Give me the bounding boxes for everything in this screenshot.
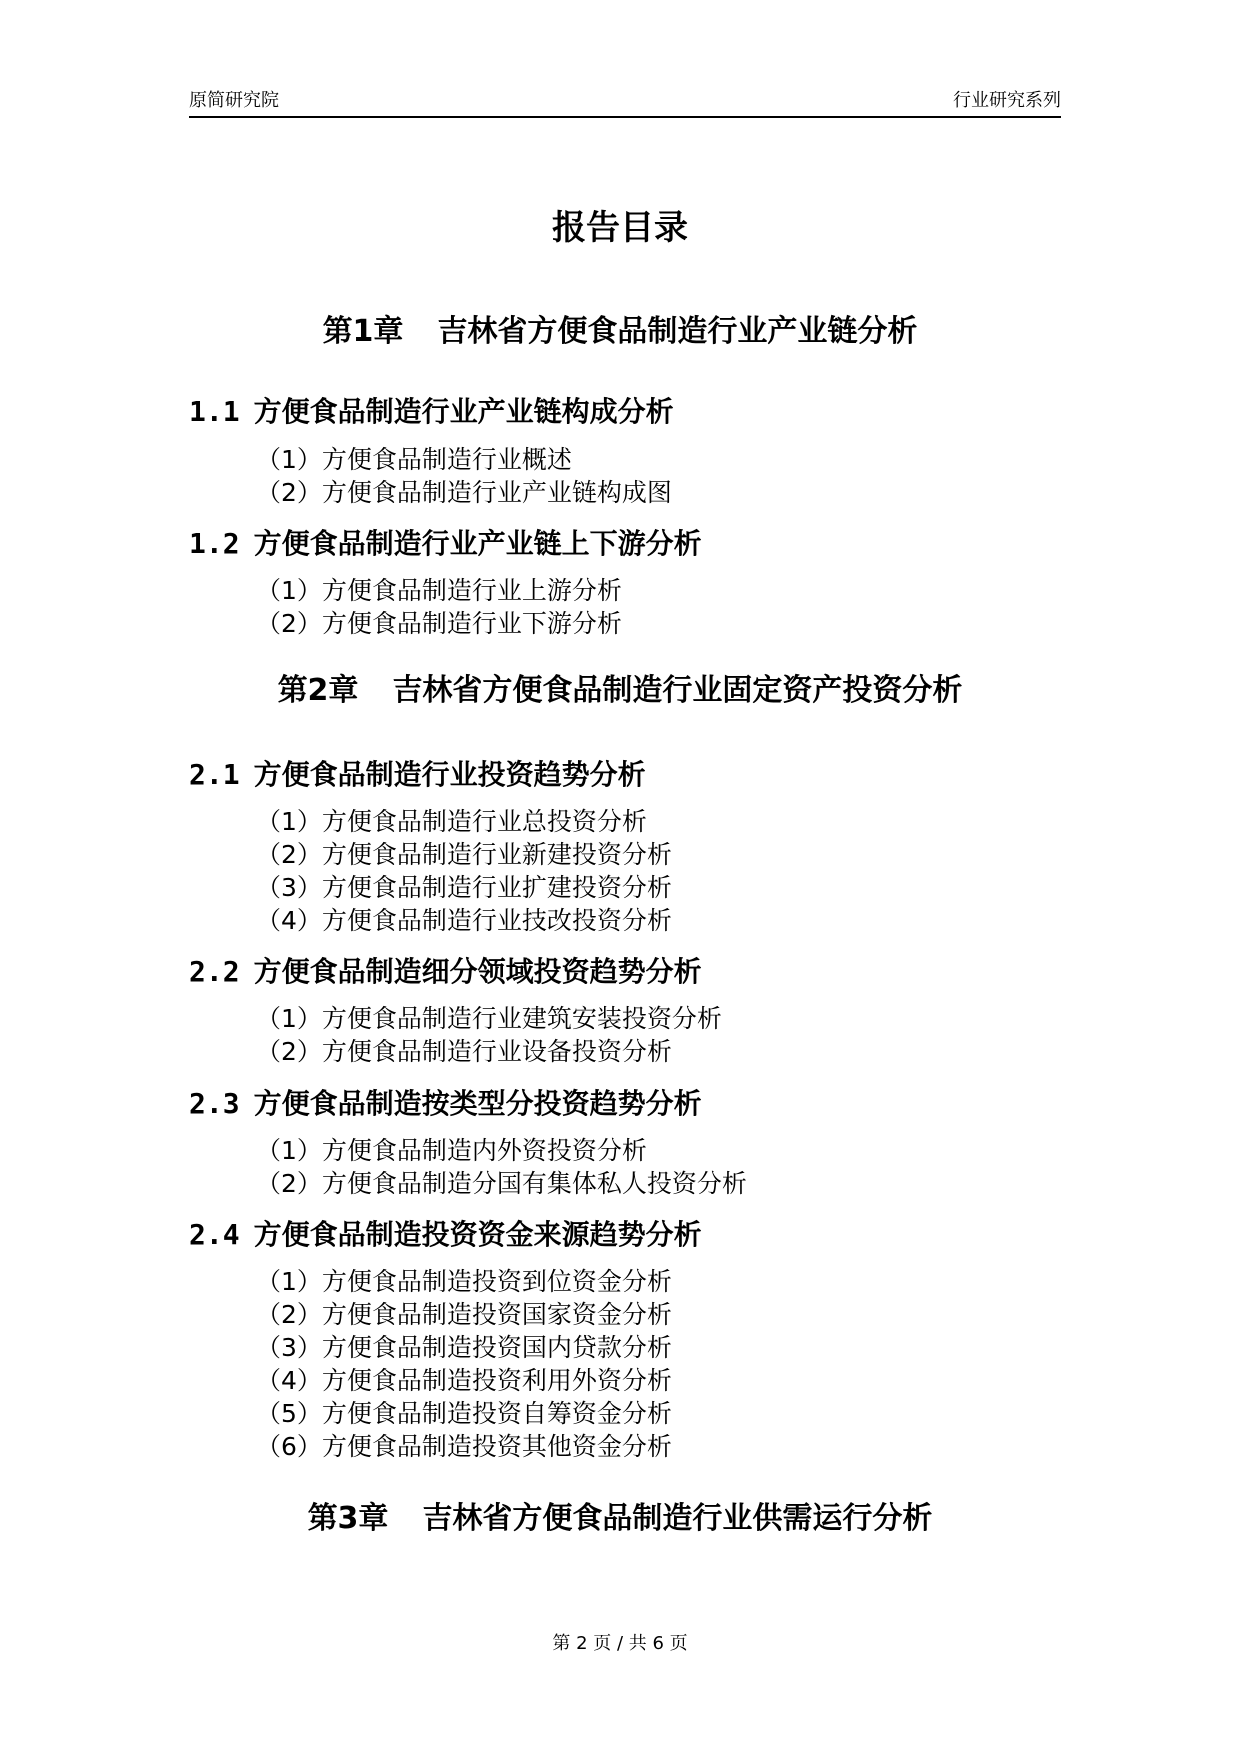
section-heading <box>189 953 702 991</box>
section-title: 方便食品制造按类型分投资趋势分析 <box>253 1087 702 1120</box>
toc-item: （2）方便食品制造行业新建投资分析 <box>256 840 672 869</box>
chapter-number: 第3章 <box>307 1501 389 1536</box>
toc-item: （1）方便食品制造行业建筑安装投资分析 <box>256 1004 722 1033</box>
chapter-number: 第2章 <box>277 673 359 708</box>
section-number: 2.3 <box>189 1087 240 1120</box>
section-title: 方便食品制造投资资金来源趋势分析 <box>253 1218 702 1251</box>
chapter-heading <box>0 312 1240 352</box>
page-header <box>189 88 1061 118</box>
section-title: 方便食品制造行业投资趋势分析 <box>253 758 646 791</box>
toc-item: （2）方便食品制造行业设备投资分析 <box>256 1037 672 1066</box>
toc-item: （6）方便食品制造投资其他资金分析 <box>256 1432 672 1461</box>
chapter-heading <box>0 1499 1240 1539</box>
toc-item: （1）方便食品制造行业总投资分析 <box>256 807 647 836</box>
section-heading <box>189 756 646 794</box>
section-heading <box>189 393 674 431</box>
section-title: 方便食品制造行业产业链上下游分析 <box>253 527 702 560</box>
toc-item: （2）方便食品制造投资国家资金分析 <box>256 1300 672 1329</box>
section-title: 方便食品制造行业产业链构成分析 <box>253 395 674 428</box>
toc-item: （1）方便食品制造投资到位资金分析 <box>256 1267 672 1296</box>
toc-item: （3）方便食品制造投资国内贷款分析 <box>256 1333 672 1362</box>
toc-item: （2）方便食品制造分国有集体私人投资分析 <box>256 1169 747 1198</box>
chapter-title: 吉林省方便食品制造行业固定资产投资分析 <box>392 673 963 708</box>
chapter-heading <box>0 671 1240 711</box>
header-series: 行业研究系列 <box>953 90 1061 111</box>
section-number: 1.2 <box>189 527 240 560</box>
header-organization: 原简研究院 <box>189 90 279 111</box>
page-footer: 第 2 页 / 共 6 页 <box>552 1633 688 1654</box>
section-heading <box>189 1085 702 1123</box>
toc-item: （1）方便食品制造行业上游分析 <box>256 576 622 605</box>
toc-item: （4）方便食品制造行业技改投资分析 <box>256 906 672 935</box>
section-number: 1.1 <box>189 395 240 428</box>
toc-item: （2）方便食品制造行业下游分析 <box>256 609 622 638</box>
section-heading <box>189 525 702 563</box>
toc-item: （1）方便食品制造内外资投资分析 <box>256 1136 647 1165</box>
toc-item: （3）方便食品制造行业扩建投资分析 <box>256 873 672 902</box>
document-title: 报告目录 <box>552 208 688 248</box>
section-heading <box>189 1216 702 1254</box>
chapter-title: 吉林省方便食品制造行业产业链分析 <box>437 314 918 349</box>
toc-item: （4）方便食品制造投资利用外资分析 <box>256 1366 672 1395</box>
chapter-title: 吉林省方便食品制造行业供需运行分析 <box>422 1501 933 1536</box>
toc-item: （2）方便食品制造行业产业链构成图 <box>256 478 672 507</box>
section-number: 2.1 <box>189 758 240 791</box>
section-title: 方便食品制造细分领域投资趋势分析 <box>253 955 702 988</box>
toc-item: （5）方便食品制造投资自筹资金分析 <box>256 1399 672 1428</box>
chapter-number: 第1章 <box>322 314 404 349</box>
section-number: 2.2 <box>189 955 240 988</box>
toc-item: （1）方便食品制造行业概述 <box>256 445 572 474</box>
section-number: 2.4 <box>189 1218 240 1251</box>
